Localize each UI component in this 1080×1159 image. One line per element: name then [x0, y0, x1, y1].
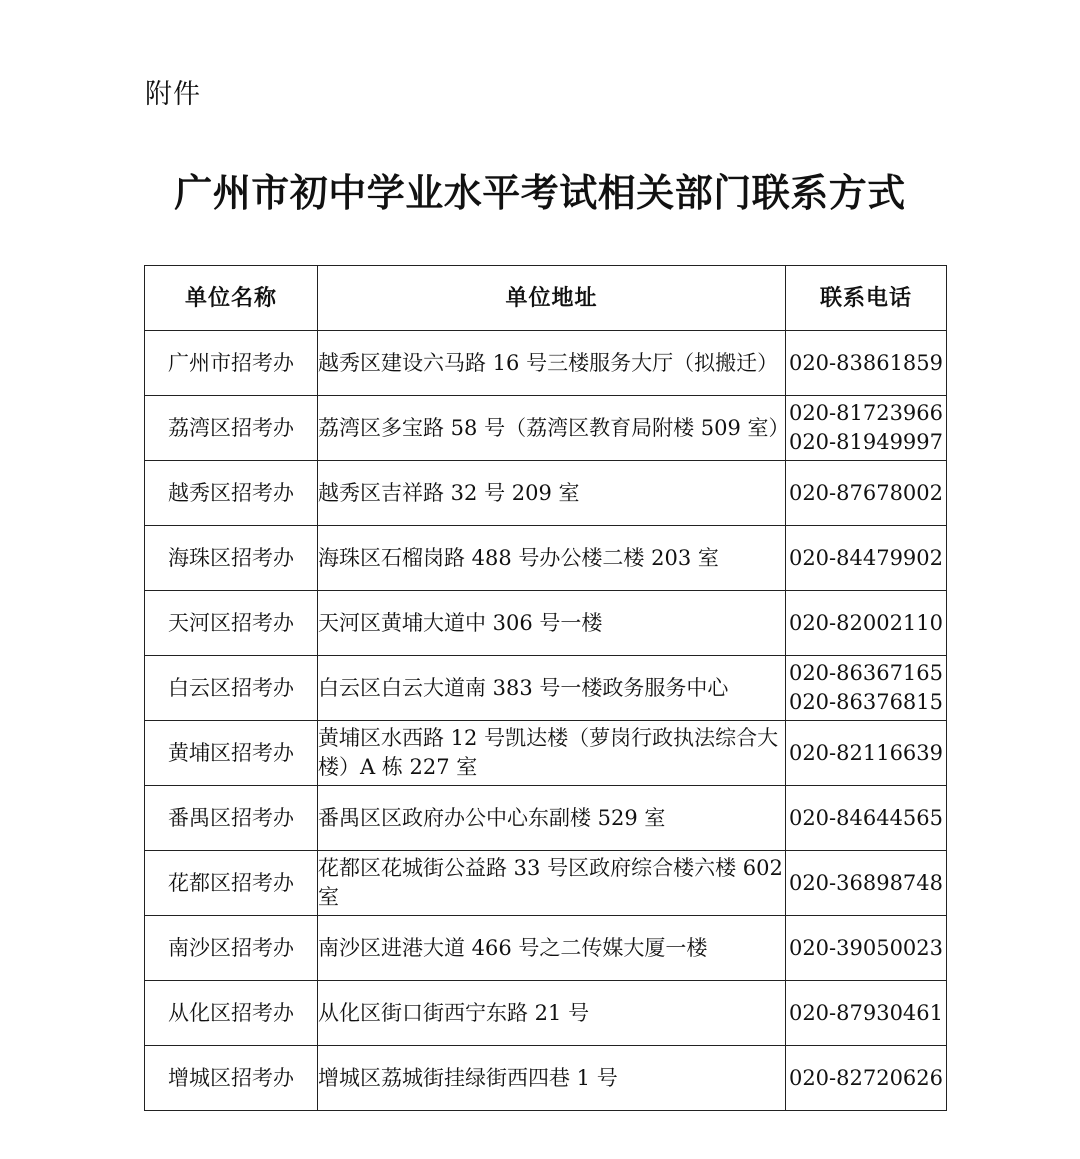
table-row: [145, 591, 947, 656]
unit-address-cell: 花都区花城街公益路 33 号区政府综合楼六楼 602 室: [318, 851, 786, 916]
unit-name-cell: 从化区招考办: [145, 981, 318, 1046]
table-body: [145, 331, 947, 1111]
unit-name-cell: 天河区招考办: [145, 591, 318, 656]
phone-cell: [786, 396, 947, 461]
unit-name-cell: 白云区招考办: [145, 656, 318, 721]
table-row: [145, 656, 947, 721]
unit-name-cell: 花都区招考办: [145, 851, 318, 916]
table-row: [145, 331, 947, 396]
table-row: [145, 396, 947, 461]
header-phone: 联系电话: [786, 266, 947, 331]
unit-name-cell: 番禺区招考办: [145, 786, 318, 851]
table-row: [145, 916, 947, 981]
unit-name-cell: 广州市招考办: [145, 331, 318, 396]
header-unit-name: 单位名称: [145, 266, 318, 331]
phone-cell: [786, 656, 947, 721]
unit-name-cell: 南沙区招考办: [145, 916, 318, 981]
unit-name-cell: 海珠区招考办: [145, 526, 318, 591]
phone-cell: [786, 526, 947, 591]
unit-address-cell: 番禺区区政府办公中心东副楼 529 室: [318, 786, 786, 851]
document-title: 广州市初中学业水平考试相关部门联系方式: [174, 170, 906, 215]
unit-address-cell: 海珠区石榴岗路 488 号办公楼二楼 203 室: [318, 526, 786, 591]
header-unit-address: 单位地址: [318, 266, 786, 331]
phone-cell: [786, 461, 947, 526]
unit-address-cell: 白云区白云大道南 383 号一楼政务服务中心: [318, 656, 786, 721]
phone-number: 020-81949997: [788, 430, 944, 454]
phone-cell: [786, 591, 947, 656]
phone-cell: [786, 786, 947, 851]
table-row: [145, 981, 947, 1046]
unit-address-cell: 越秀区建设六马路 16 号三楼服务大厅（拟搬迁）: [318, 331, 786, 396]
phone-number: 020-82720626: [788, 1065, 944, 1090]
phone-cell: [786, 1046, 947, 1111]
table-row: [145, 1046, 947, 1111]
unit-name-cell: 增城区招考办: [145, 1046, 318, 1111]
unit-name-cell: 黄埔区招考办: [145, 721, 318, 786]
phone-number: 020-81723966: [788, 401, 944, 425]
phone-cell: [786, 851, 947, 916]
table-row: [145, 851, 947, 916]
unit-address-cell: 南沙区进港大道 466 号之二传媒大厦一楼: [318, 916, 786, 981]
unit-address-cell: 黄埔区水西路 12 号凯达楼（萝岗行政执法综合大楼）A 栋 227 室: [318, 721, 786, 786]
phone-number: 020-82002110: [788, 610, 944, 635]
phone-number: 020-86367165: [788, 661, 944, 685]
phone-cell: [786, 981, 947, 1046]
unit-name-cell: 荔湾区招考办: [145, 396, 318, 461]
unit-address-cell: 越秀区吉祥路 32 号 209 室: [318, 461, 786, 526]
phone-number: 020-36898748: [788, 870, 944, 895]
attachment-label: 附件: [145, 79, 201, 110]
phone-number: 020-84479902: [788, 545, 944, 570]
contacts-table: [144, 265, 947, 1111]
unit-address-cell: 荔湾区多宝路 58 号（荔湾区教育局附楼 509 室）: [318, 396, 786, 461]
phone-number: 020-84644565: [788, 805, 944, 830]
table-row: [145, 526, 947, 591]
phone-cell: [786, 916, 947, 981]
table-row: [145, 786, 947, 851]
phone-number: 020-39050023: [788, 935, 944, 960]
unit-address-cell: 从化区街口街西宁东路 21 号: [318, 981, 786, 1046]
table-row: [145, 721, 947, 786]
phone-cell: [786, 331, 947, 396]
table-row: [145, 461, 947, 526]
phone-number: 020-82116639: [788, 740, 944, 765]
phone-number: 020-83861859: [788, 350, 944, 375]
phone-number: 020-87930461: [788, 1000, 944, 1025]
phone-cell: [786, 721, 947, 786]
phone-number: 020-86376815: [788, 690, 944, 714]
unit-address-cell: 天河区黄埔大道中 306 号一楼: [318, 591, 786, 656]
unit-name-cell: 越秀区招考办: [145, 461, 318, 526]
phone-number: 020-87678002: [788, 480, 944, 505]
unit-address-cell: 增城区荔城街挂绿街西四巷 1 号: [318, 1046, 786, 1111]
table-header-row: [145, 266, 947, 331]
